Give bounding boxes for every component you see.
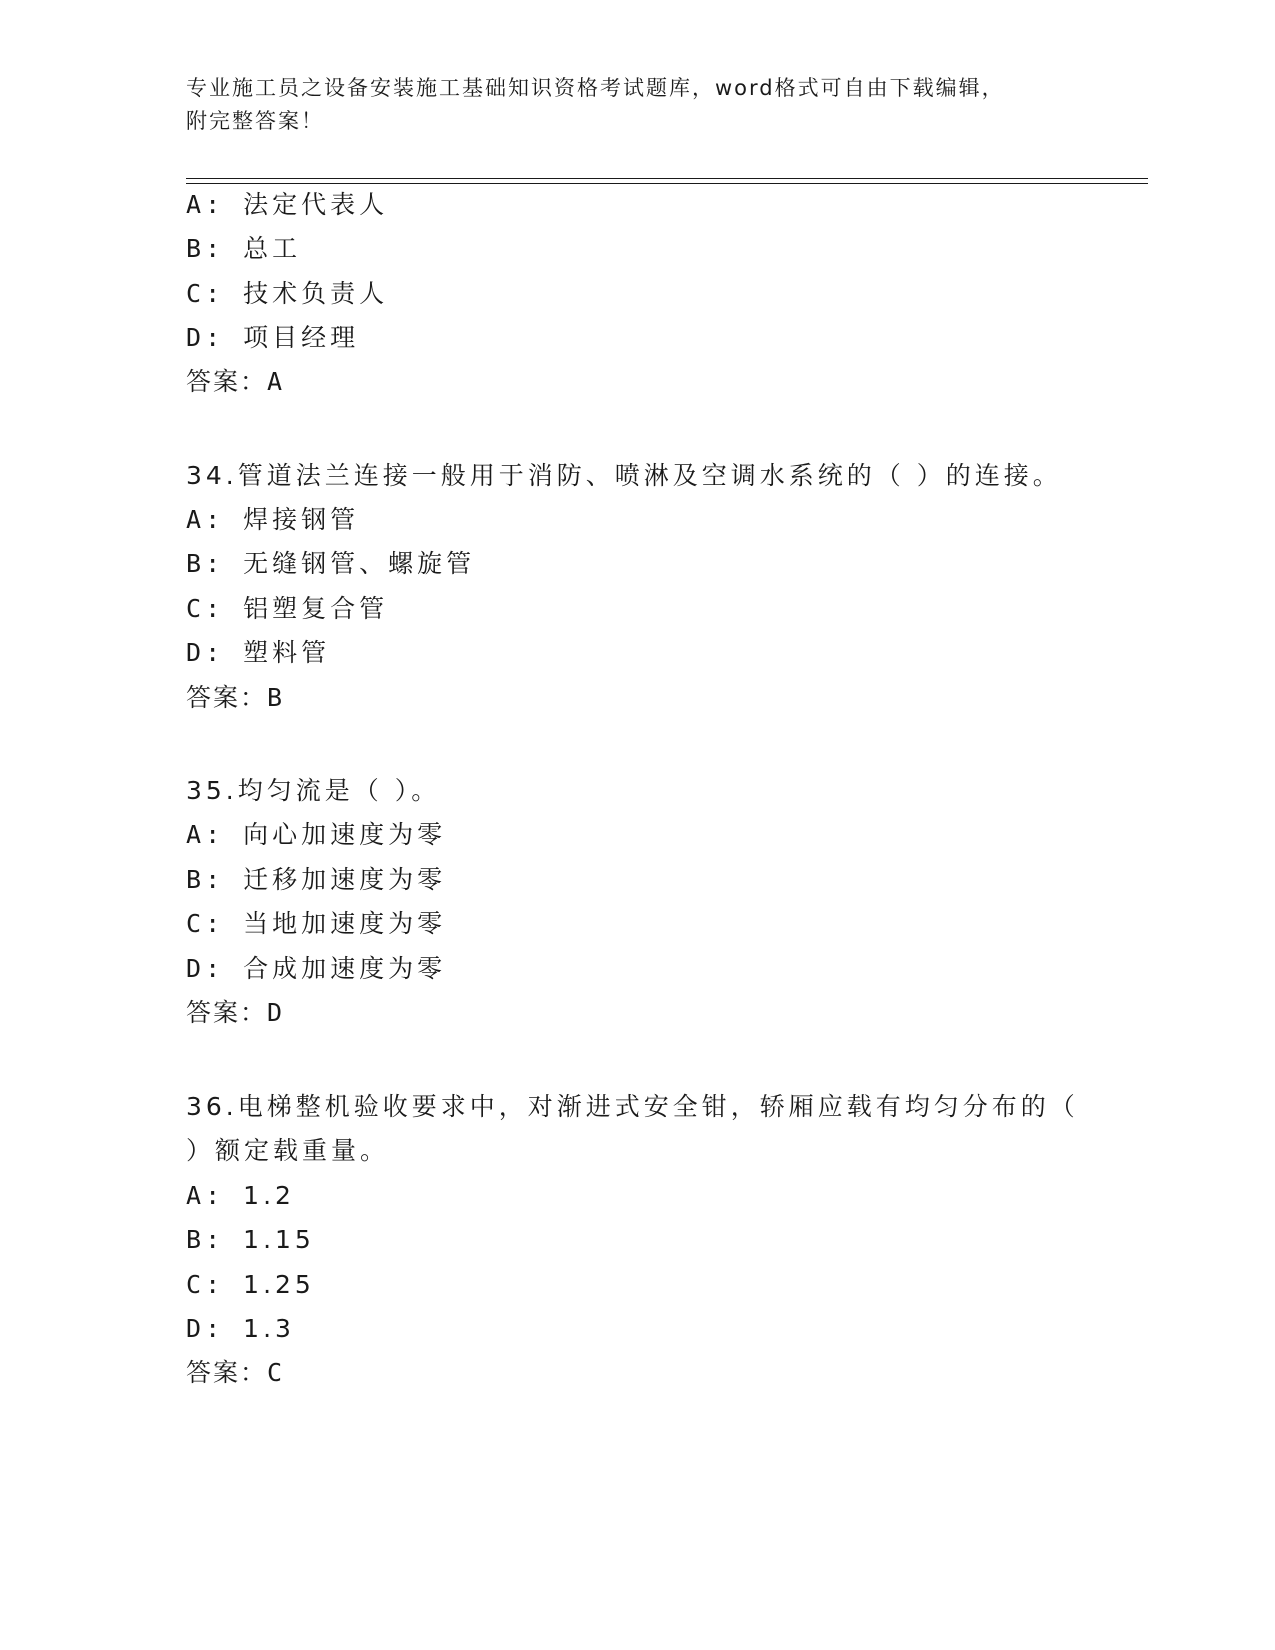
option-d: D: 合成加速度为零 — [186, 954, 447, 983]
question-34: 34.管道法兰连接一般用于消防、喷淋及空调水系统的（ ）的连接。 — [186, 461, 1062, 490]
question-35: 35.均匀流是（ ）。 — [186, 776, 441, 805]
header-divider-bottom — [186, 183, 1148, 184]
answer-line: 答案：C — [186, 1358, 285, 1387]
header-line-1: 专业施工员之设备安装施工基础知识资格考试题库，word格式可自由下载编辑， — [186, 76, 1005, 100]
header-divider-top — [186, 178, 1148, 179]
answer-line: 答案：D — [186, 998, 285, 1027]
option-a: A: 焊接钢管 — [186, 505, 360, 534]
option-a: A: 法定代表人 — [186, 190, 389, 219]
question-36-line-1: 36.电梯整机验收要求中，对渐进式安全钳，轿厢应载有均匀分布的（ — [186, 1092, 1079, 1121]
option-a: A: 1.2 — [186, 1181, 295, 1210]
option-c: C: 1.25 — [186, 1270, 315, 1299]
option-a: A: 向心加速度为零 — [186, 820, 447, 849]
document-header — [186, 72, 1086, 138]
header-line-2: 附完整答案！ — [186, 109, 324, 133]
option-b: B: 总工 — [186, 234, 302, 263]
option-d: D: 1.3 — [186, 1314, 295, 1343]
option-d: D: 项目经理 — [186, 323, 360, 352]
option-b: B: 无缝钢管、螺旋管 — [186, 549, 476, 578]
option-c: C: 技术负责人 — [186, 279, 389, 308]
answer-line: 答案：A — [186, 367, 285, 396]
option-c: C: 当地加速度为零 — [186, 909, 447, 938]
question-36-line-2: ）额定载重量。 — [186, 1136, 390, 1165]
answer-line: 答案：B — [186, 683, 285, 712]
option-d: D: 塑料管 — [186, 638, 331, 667]
option-c: C: 铝塑复合管 — [186, 594, 389, 623]
option-b: B: 1.15 — [186, 1225, 315, 1254]
option-b: B: 迁移加速度为零 — [186, 865, 447, 894]
